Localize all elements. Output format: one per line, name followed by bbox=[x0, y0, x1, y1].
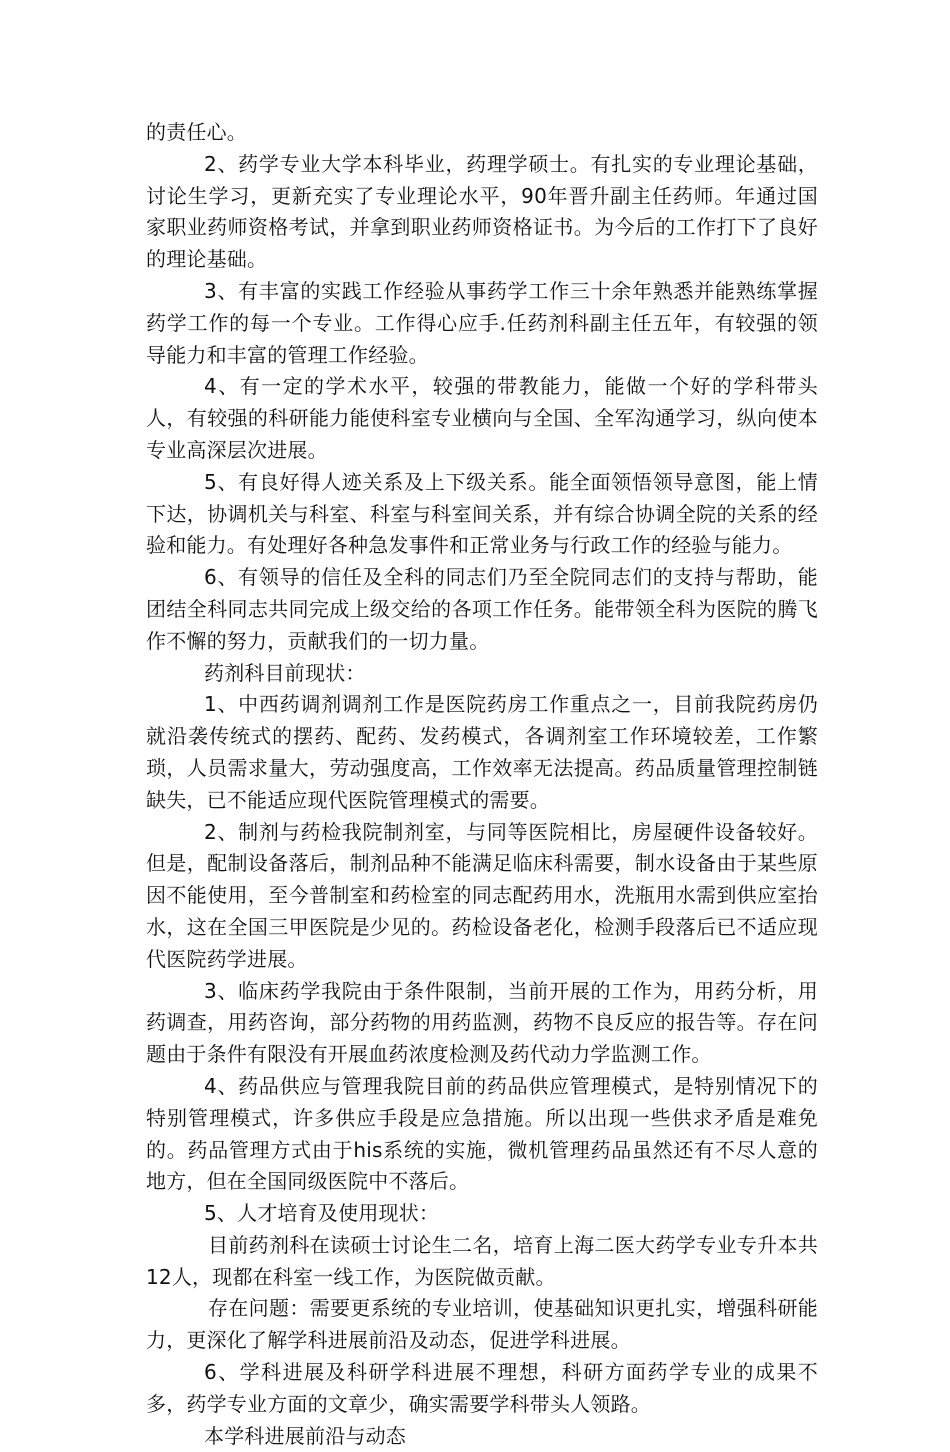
paragraph-continuation: 的责任心。 bbox=[146, 120, 247, 144]
paragraph-status-5-heading: 5、人才培育及使用现状： bbox=[204, 1201, 440, 1226]
paragraph-qualification-2: 2、药学专业大学本科毕业，药理学硕士。有扎实的专业理论基础，讨论生学习，更新充实了专业理论水平，90年晋升副主任药师。年通过国家职业药师资格考试，并拿到职业药师资格证书。为今后的工作打下了良好的理论基础。 bbox=[146, 151, 818, 272]
paragraph-talent-current: 目前药剂科在读硕士讨论生二名，培育上海二医大药学专业专升本共12人，现都在科室一线工作，为医院做贡献。 bbox=[146, 1232, 818, 1289]
document-body bbox=[146, 117, 818, 1452]
paragraph-status-2: 2、制剂与药检我院制剂室，与同等医院相比，房屋硬件设备较好。但是，配制设备落后，制剂品种不能满足临床科需要，制水设备由于某些原因不能使用，至今普制室和药检室的同志配药用水，洗瓶用水需到供应室抬水，这在全国三甲医院是少见的。药检设备老化，检测手段落后已不适应现代医院药学进展。 bbox=[146, 819, 818, 971]
paragraph-status-1: 1、中西药调剂调剂工作是医院药房工作重点之一，目前我院药房仍就沿袭传统式的摆药、配药、发药模式，各调剂室工作环境较差，工作繁琐，人员需求量大，劳动强度高，工作效率无法提高。药品质量管理控制链缺失，已不能适应现代医院管理模式的需要。 bbox=[146, 692, 818, 812]
paragraph-qualification-4: 4、有一定的学术水平，较强的带教能力，能做一个好的学科带头人，有较强的科研能力能使科室专业横向与全国、全军沟通学习，纵向使本专业高深层次进展。 bbox=[146, 374, 818, 462]
paragraph-qualification-5: 5、有良好得人迹关系及上下级关系。能全面领悟领导意图，能上情下达，协调机关与科室、科室与科室间关系，并有综合协调全院的关系的经验和能力。有处理好各种急发事件和正常业务与行政工作的经验与能力。 bbox=[146, 469, 818, 558]
section-heading-status: 药剂科目前现状： bbox=[204, 660, 366, 685]
paragraph-status-3: 3、临床药学我院由于条件限制，当前开展的工作为，用药分析，用药调查，用药咨询，部分药物的用药监测，药物不良反应的报告等。存在问题由于条件有限没有开展血药浓度检测及药代动力学监测工作。 bbox=[146, 978, 818, 1067]
paragraph-status-6: 6、学科进展及科研学科进展不理想，科研方面药学专业的成果不多，药学专业方面的文章少，确实需要学科带头人领路。 bbox=[146, 1360, 818, 1416]
section-heading-frontier: 本学科进展前沿与动态 bbox=[204, 1423, 406, 1448]
paragraph-qualification-6: 6、有领导的信任及全科的同志们乃至全院同志们的支持与帮助，能团结全科同志共同完成上级交给的各项工作任务。能带领全科为医院的腾飞作不懈的努力，贡献我们的一切力量。 bbox=[146, 565, 818, 653]
paragraph-qualification-3: 3、有丰富的实践工作经验从事药学工作三十余年熟悉并能熟练掌握药学工作的每一个专业。工作得心应手.任药剂科副主任五年，有较强的领导能力和丰富的管理工作经验。 bbox=[146, 278, 818, 367]
paragraph-status-4: 4、药品供应与管理我院目前的药品供应管理模式，是特别情况下的特别管理模式，许多供应手段是应急措施。所以出现一些供求矛盾是难免的。药品管理方式由于his系统的实施，微机管理药品虽然还有不尽人意的地方，但在全国同级医院中不落后。 bbox=[146, 1073, 818, 1194]
paragraph-talent-problems: 存在问题：需要更系统的专业培训，使基础知识更扎实，增强科研能力，更深化了解学科进展前沿及动态，促进学科进展。 bbox=[146, 1296, 818, 1353]
